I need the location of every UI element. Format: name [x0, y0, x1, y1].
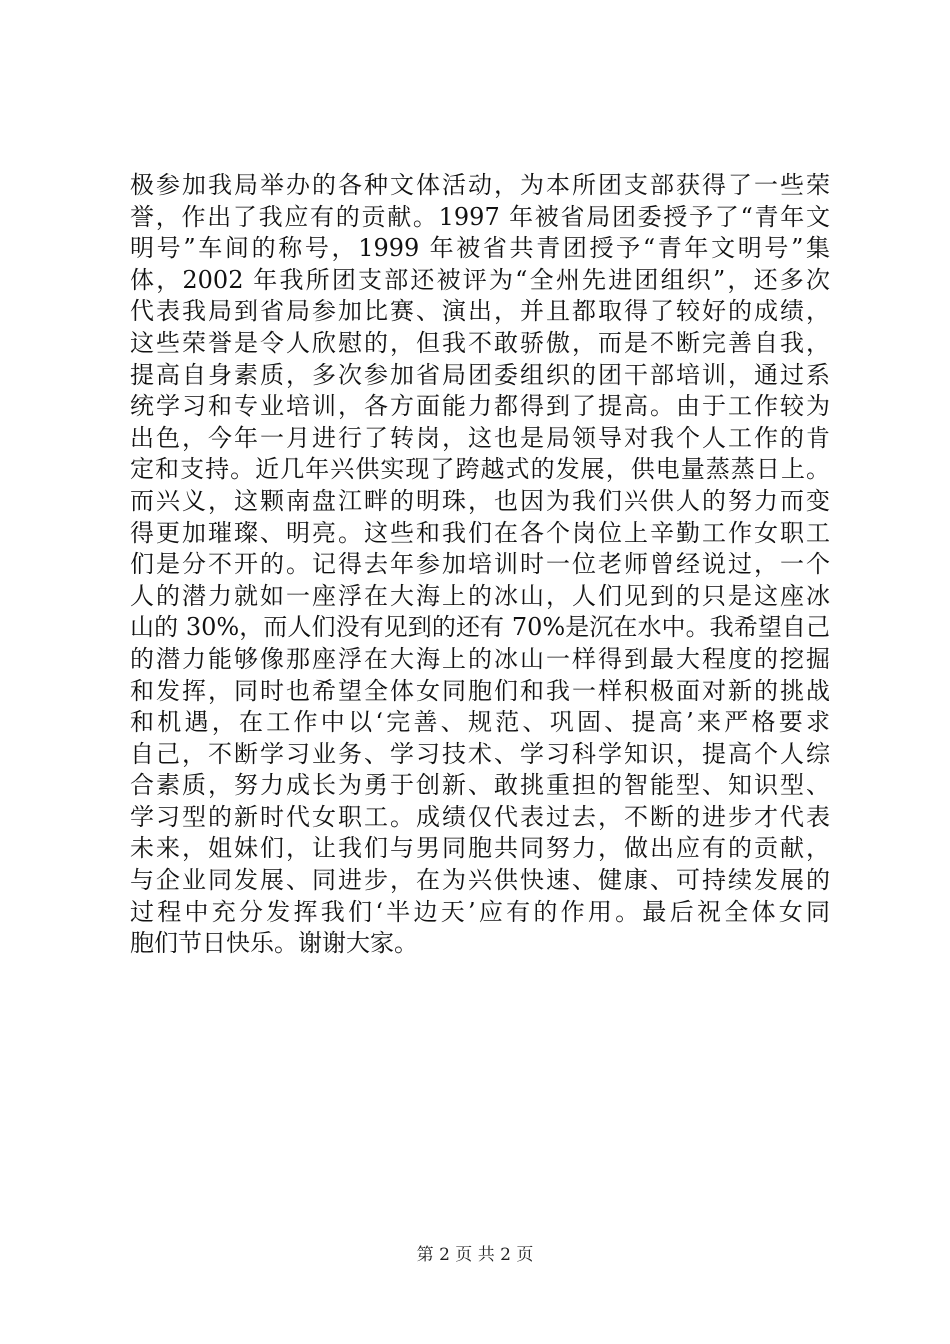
text-line: 得更加璀璨、明亮。这些和我们在各个岗位上辛勤工作女职工: [130, 518, 830, 547]
text-line: 学习型的新时代女职工。成绩仅代表过去，不断的进步才代表: [130, 802, 830, 831]
text-line: 体，2002 年我所团支部还被评为“全州先进团组织”，还多次: [130, 265, 830, 294]
text-line: 极参加我局举办的各种文体活动，为本所团支部获得了一些荣: [130, 171, 830, 199]
text-line: 与企业同发展、同进步，在为兴供快速、健康、可持续发展的: [130, 866, 830, 895]
text-line: 人的潜力就如一座浮在大海上的冰山，人们见到的只是这座冰: [130, 581, 830, 610]
text-line: 誉，作出了我应有的贡献。1997 年被省局团委授予了“青年文: [130, 202, 830, 231]
text-line: 过程中充分发挥我们‘半边天’应有的作用。最后祝全体女同: [130, 897, 830, 926]
text-line: 自己，不断学习业务、学习技术、学习科学知识，提高个人综: [130, 739, 830, 768]
text-line: 代表我局到省局参加比赛、演出，并且都取得了较好的成绩，: [130, 297, 830, 326]
text-line: 提高自身素质，多次参加省局团委组织的团干部培训，通过系: [130, 360, 830, 389]
body-text: [130, 170, 830, 960]
text-line: 定和支持。近几年兴供实现了跨越式的发展，供电量蒸蒸日上。: [130, 455, 830, 484]
text-line: 未来，姐妹们，让我们与男同胞共同努力，做出应有的贡献，: [130, 834, 830, 863]
text-line: 这些荣誉是令人欣慰的，但我不敢骄傲，而是不断完善自我，: [130, 328, 830, 357]
text-line: 和发挥，同时也希望全体女同胞们和我一样积极面对新的挑战: [130, 676, 830, 705]
text-line: 而兴义，这颗南盘江畔的明珠，也因为我们兴供人的努力而变: [130, 486, 830, 515]
page-number: 第 2 页 共 2 页: [416, 1245, 534, 1265]
text-line: 和机遇，在工作中以‘完善、规范、巩固、提高’来严格要求: [130, 708, 830, 737]
text-line: 胞们节日快乐。谢谢大家。: [130, 929, 418, 958]
page-footer: [0, 1244, 950, 1266]
text-line: 们是分不开的。记得去年参加培训时一位老师曾经说过，一个: [130, 550, 830, 579]
text-line: 的潜力能够像那座浮在大海上的冰山一样得到最大程度的挖掘: [130, 644, 830, 673]
text-line: 山的 30%，而人们没有见到的还有 70%是沉在水中。我希望自己: [130, 613, 830, 642]
text-line: 明号”车间的称号，1999 年被省共青团授予“青年文明号”集: [130, 234, 830, 263]
text-line: 合素质，努力成长为勇于创新、敢挑重担的智能型、知识型、: [130, 771, 830, 800]
text-line: 统学习和专业培训，各方面能力都得到了提高。由于工作较为: [130, 392, 830, 421]
text-line: 出色，今年一月进行了转岗，这也是局领导对我个人工作的肯: [130, 423, 830, 452]
